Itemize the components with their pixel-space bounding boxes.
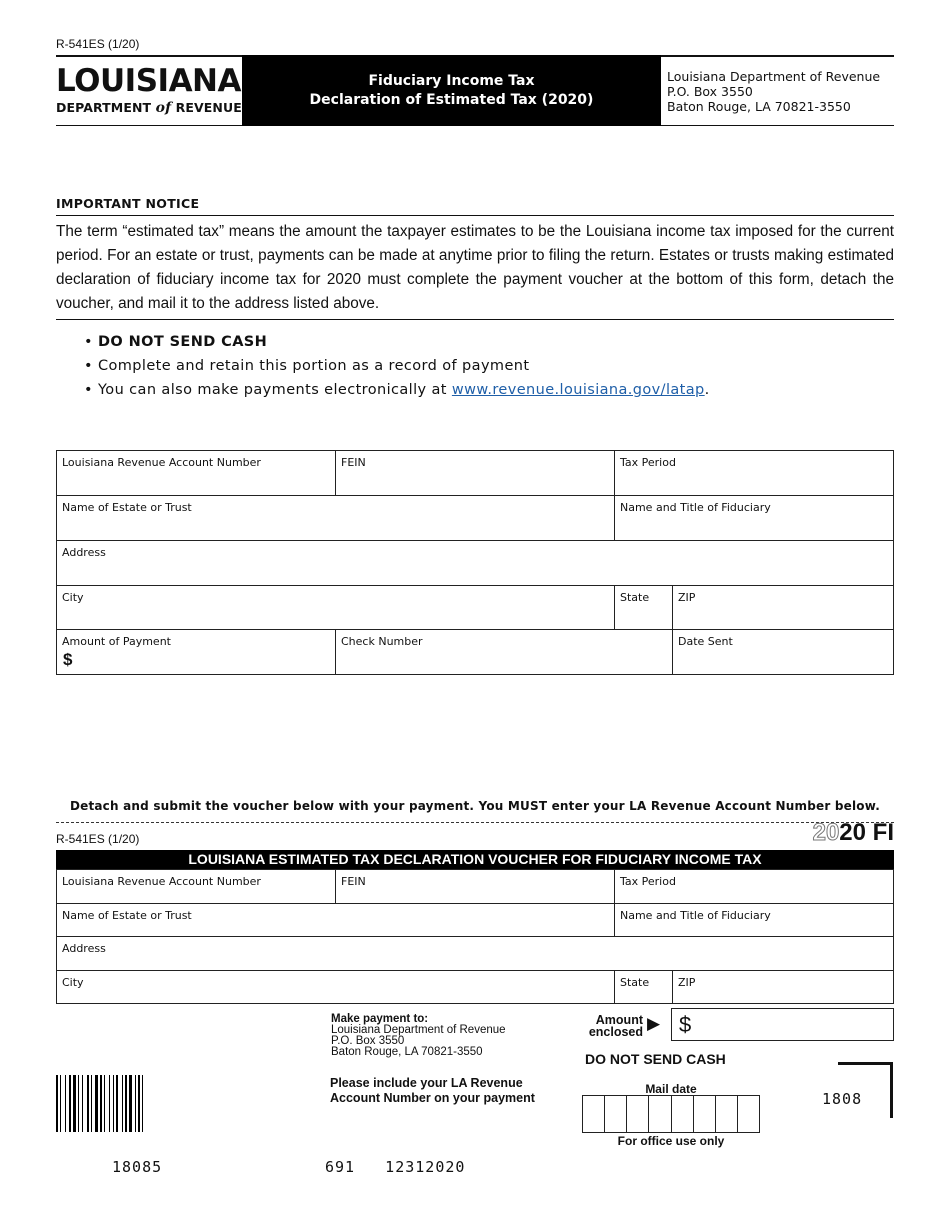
form-title-line1: Fiduciary Income Tax	[368, 72, 535, 89]
voucher-zip-field[interactable]: ZIP	[672, 970, 894, 1004]
zip-field[interactable]: ZIP	[672, 585, 894, 630]
address-field[interactable]: Address	[56, 540, 894, 586]
voucher-fein-field[interactable]: FEIN	[335, 869, 615, 904]
bullet-item: • Complete and retain this portion as a record of payment	[84, 358, 530, 374]
scan-code-line: 691 12312020	[325, 1158, 466, 1176]
latap-link[interactable]: www.revenue.louisiana.gov/latap	[451, 382, 705, 398]
payment-address-line: Baton Rouge, LA 70821-3550	[331, 1046, 483, 1058]
dollar-sign: $	[63, 650, 73, 669]
make-payment-block	[331, 1014, 506, 1058]
voucher-account-field[interactable]: Louisiana Revenue Account Number	[56, 869, 336, 904]
form-title-line2: Declaration of Estimated Tax (2020)	[309, 91, 594, 108]
date-sent-field[interactable]: Date Sent	[672, 629, 894, 675]
arrow-icon: ▶	[647, 1014, 661, 1033]
fiduciary-field[interactable]: Name and Title of Fiduciary	[614, 495, 894, 541]
voucher-fiduciary-field[interactable]: Name and Title of Fiduciary	[614, 903, 894, 937]
account-number-field[interactable]: Louisiana Revenue Account Number	[56, 450, 336, 496]
address-line: Baton Rouge, LA 70821-3550	[667, 99, 851, 114]
logo-title: LOUISIANA	[56, 63, 241, 99]
voucher-tax-period-field[interactable]: Tax Period	[614, 869, 894, 904]
mail-date-boxes	[582, 1095, 760, 1133]
form-title-box	[242, 55, 661, 126]
voucher-address-field[interactable]: Address	[56, 936, 894, 971]
address-line: P.O. Box 3550	[667, 84, 753, 99]
voucher-title: LOUISIANA ESTIMATED TAX DECLARATION VOUCHER FOR FIDUCIARY INCOME TAX	[56, 850, 894, 869]
fein-field[interactable]: FEIN	[335, 450, 615, 496]
voucher-city-field[interactable]: City	[56, 970, 615, 1004]
tax-period-field[interactable]: Tax Period	[614, 450, 894, 496]
office-use-label: For office use only	[617, 1134, 725, 1148]
ldr-logo	[56, 63, 242, 116]
address-line: Louisiana Department of Revenue	[667, 69, 881, 84]
scan-code-right: 1808	[822, 1090, 863, 1108]
notice-text: The term “estimated tax” means the amount the taxpayer estimates to be the Louisiana income tax imposed for the current period. For an estate or trust, payments can be made at anytime prior to filing the return. Estates or trusts making estimated declaration of fiduciary income tax for 2020 must complete the payment voucher at the bottom of this form, detach the voucher, and mail it to the address listed above.	[56, 215, 894, 320]
payment-address-line: Louisiana Department of Revenue	[331, 1024, 506, 1036]
logo-subtitle: DEPARTMENT of REVENUE	[56, 100, 242, 116]
notice-heading: IMPORTANT NOTICE	[56, 196, 200, 211]
scan-code-barcode: 18085	[112, 1158, 163, 1176]
voucher-estate-name-field[interactable]: Name of Estate or Trust	[56, 903, 615, 937]
amount-enclosed-label: Amount enclosed	[588, 1013, 643, 1039]
bullet-item: • DO NOT SEND CASH	[84, 334, 268, 350]
notice-bullets	[84, 330, 710, 402]
voucher-form-code: R-541ES (1/20)	[56, 832, 140, 846]
header-address	[667, 69, 880, 114]
include-account-note: Please include your LA Revenue Account Number on your payment	[330, 1076, 535, 1105]
make-payment-heading: Make payment to:	[331, 1013, 429, 1025]
amount-field[interactable]: Amount of Payment $	[56, 629, 336, 675]
payment-address-line: P.O. Box 3550	[331, 1035, 405, 1047]
do-not-send-cash: DO NOT SEND CASH	[585, 1051, 726, 1067]
bullet-item: • You can also make payments electronically at www.revenue.louisiana.gov/latap.	[84, 382, 710, 398]
barcode-icon	[56, 1075, 206, 1133]
amount-enclosed-input[interactable]: $	[671, 1008, 894, 1041]
detach-instructions: Detach and submit the voucher below with your payment. You MUST enter your LA Revenue Account Number below.	[69, 799, 881, 813]
detach-line	[56, 822, 894, 823]
estate-name-field[interactable]: Name of Estate or Trust	[56, 495, 615, 541]
form-code: R-541ES (1/20)	[56, 37, 140, 51]
check-number-field[interactable]: Check Number	[335, 629, 673, 675]
mail-date-label: Mail date	[645, 1082, 697, 1096]
city-field[interactable]: City	[56, 585, 615, 630]
state-field[interactable]: State	[614, 585, 673, 630]
voucher-year-code: 2020 FI	[812, 819, 894, 846]
voucher-state-field[interactable]: State	[614, 970, 673, 1004]
